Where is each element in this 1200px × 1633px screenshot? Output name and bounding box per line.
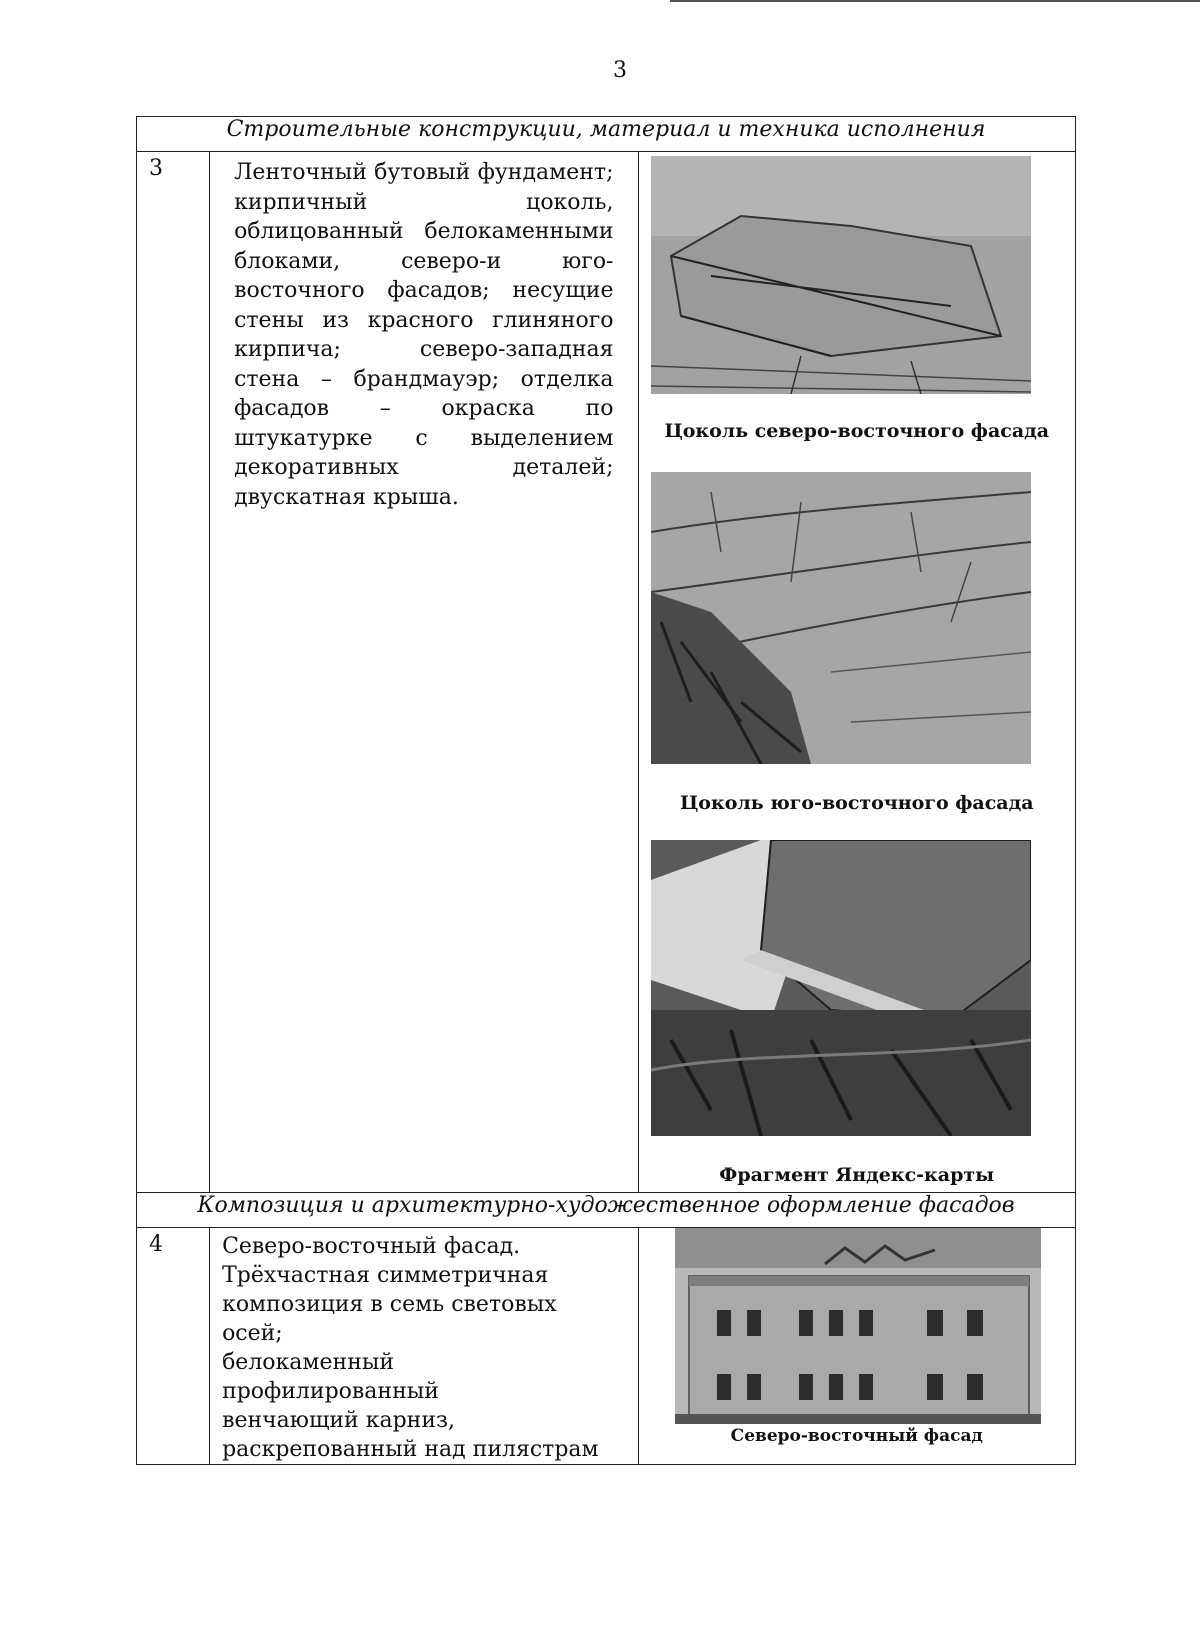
top-rule — [670, 0, 1200, 2]
row-description — [210, 1228, 638, 1465]
description-line: белокаменный профилированный — [222, 1350, 439, 1404]
page-number: 3 — [613, 58, 627, 83]
photo-caption: Цоколь юго-восточного фасада — [679, 792, 1034, 814]
description-line: Трёхчастная симметричная — [222, 1263, 549, 1288]
description-line: Северо-восточный фасад. — [222, 1234, 521, 1259]
photo-plinth-southeast — [651, 472, 1031, 764]
description-line: раскрепованный над пилястрам — [222, 1437, 599, 1462]
section-heading-row — [137, 117, 1076, 152]
photo-column — [638, 1228, 1076, 1465]
monument-description-table — [136, 116, 1076, 1465]
table-row — [137, 1228, 1076, 1465]
section-heading-row — [137, 1193, 1076, 1228]
photo-caption: Фрагмент Яндекс-карты — [719, 1164, 995, 1186]
photo-column — [638, 152, 1076, 1193]
photo-plinth-northeast-image — [651, 156, 1031, 394]
photo-northeast-facade-image — [675, 1228, 1041, 1424]
photo-caption: Цоколь северо-восточного фасада — [664, 420, 1050, 442]
photo-plinth-northeast — [651, 156, 1031, 394]
section-heading: Композиция и архитектурно-художественное оформление фасадов — [137, 1193, 1076, 1228]
photo-yandex-map-fragment-image — [651, 840, 1031, 1136]
photo-caption: Северо-восточный фасад — [730, 1426, 983, 1446]
row-description: Ленточный бутовый фундамент; кирпичный цоколь, облицованный белокаменными блоками, северо-и юго-восточного фасадов; несущие стены из красного глиняного кирпича; северо-западная стена – брандмауэр; отделка фасадов – окраска по штукатурке с выделением декоративных деталей; двускатная крыша. — [210, 152, 638, 1193]
photo-yandex-map-fragment — [651, 840, 1031, 1136]
photo-northeast-facade — [675, 1228, 1041, 1424]
section-heading: Строительные конструкции, материал и техника исполнения — [137, 117, 1076, 152]
description-line: композиция в семь световых осей; — [222, 1292, 557, 1346]
photo-plinth-southeast-image — [651, 472, 1031, 764]
description-line: венчающий карниз, — [222, 1408, 455, 1433]
row-number: 4 — [137, 1228, 210, 1465]
table-row — [137, 152, 1076, 1193]
row-number: 3 — [137, 152, 210, 1193]
